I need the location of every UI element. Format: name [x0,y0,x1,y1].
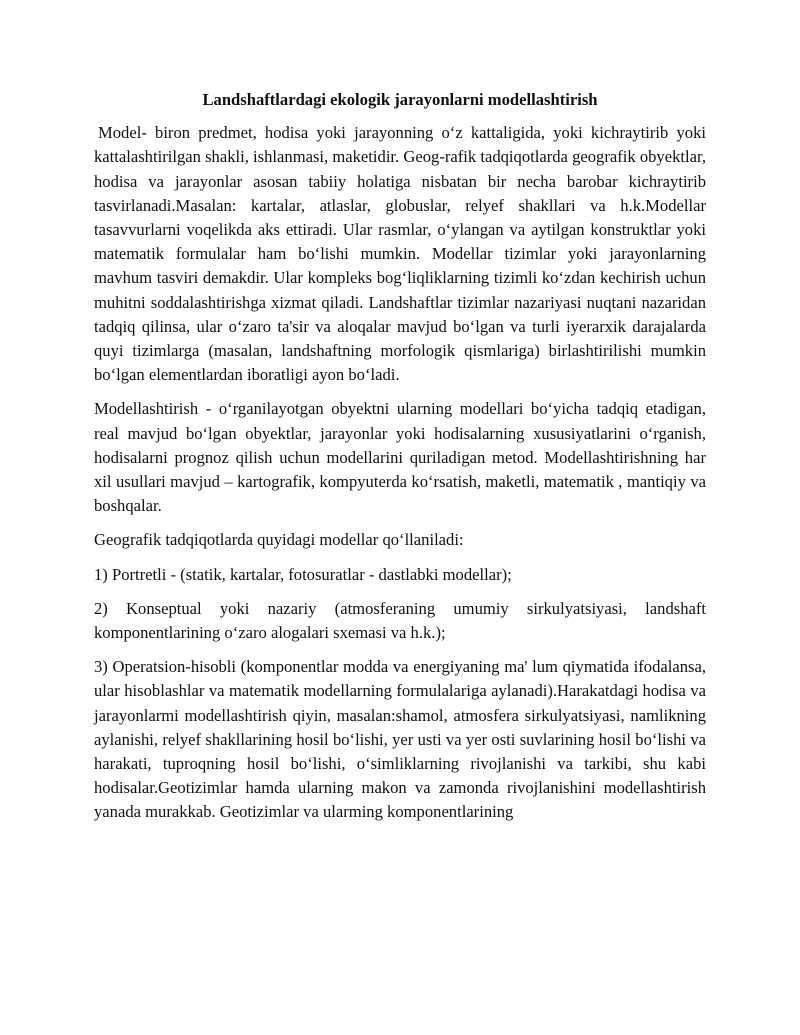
paragraph-model-definition: Model- biron predmet, hodisa yoki jarayonning o‘z kattaligida, yoki kichraytirib yoki kattalashtirilgan shakli, ishlanmasi, maketidir. Geog-rafik tadqiqotlarda geografik obyektlar, hodisa va jarayonlar asosan tabiiy holatiga nisbatan bir necha barobar kichraytirib tasvirlanadi.Masalan: kartalar, atlaslar, globuslar, relyef shakllari va h.k.Modellar tasavvurlarni voqelikda aks ettiradi. Ular rasmlar, o‘ylangan va aytilgan konstruktlar yoki matematik formulalar ham bo‘lishi mumkin. Modellar tizimlar yoki jarayonlarning mavhum tasviri demakdir. Ular kompleks bog‘liqliklarning tizimli ko‘zdan kechirish uchun muhitni soddalashtirishga xizmat qiladi. Landshaftlar tizimlar nazariyasi nuqtani nazaridan tadqiq qilinsa, ular o‘zaro ta'sir va aloqalar mavjud bo‘lgan va turli iyerarxik darajalarda quyi tizimlarga (masalan, landshaftning morfologik qismlariga) birlashtirilishi mumkin bo‘lgan elementlardan iboratligi ayon bo‘ladi. [94,123,706,385]
list-item-operational-models: 3) Operatsion-hisobli (komponentlar modda va energiyaning ma' lum qiymatida ifodalansa, ular hisoblashlar va matematik modellarning formulalariga aylanadi).Harakatdagi hodisa va jarayonlarmi modellashtirish qiyin, masalan:shamol, atmosfera sirkulyatsiyasi, namlikning aylanishi, relyef shakllarining hosil bo‘lishi, yer usti va yer osti suvlarining hosil bo‘lishi va harakati, tuproqning hosil bo‘lishi, o‘simliklarning rivojlanishi va tarkibi, shu kabi hodisalar.Geotizimlar hamda ularning makon va zamonda rivojlanishini modellashtirish yanada murakkab. Geotizimlar va ularming komponentlarining [94,657,706,822]
paragraph-models-intro: Geografik tadqiqotlarda quyidagi modellar qo‘llaniladi: [94,530,464,550]
paragraph-modeling-definition: Modellashtirish - o‘rganilayotgan obyektni ularning modellari bo‘yicha tadqiq etadigan, real mavjud bo‘lgan obyektlar, jarayonlar yoki hodisalarning xususiyatlarini o‘rganish, hodisalarni prognoz qilish uchun modellarini quriladigan metod. Modellashtirishning har xil usullari mavjud – kartografik, kompyuterda ko‘rsatish, maketli, matematik , mantiqiy va boshqalar. [94,399,706,516]
list-item-portrait-models: 1) Portretli - (statik, kartalar, fotosuratlar - dastlabki modellar); [94,564,512,584]
list-item-conceptual-models: 2) Konseptual yoki nazariy (atmosferaning umumiy sirkulyatsiyasi, landshaft komponentlarining o‘zaro alogalari sxemasi va h.k.); [94,598,706,643]
document-page [94,88,706,835]
document-title: Landshaftlardagi ekologik jarayonlarni modellashtirish [202,90,598,109]
